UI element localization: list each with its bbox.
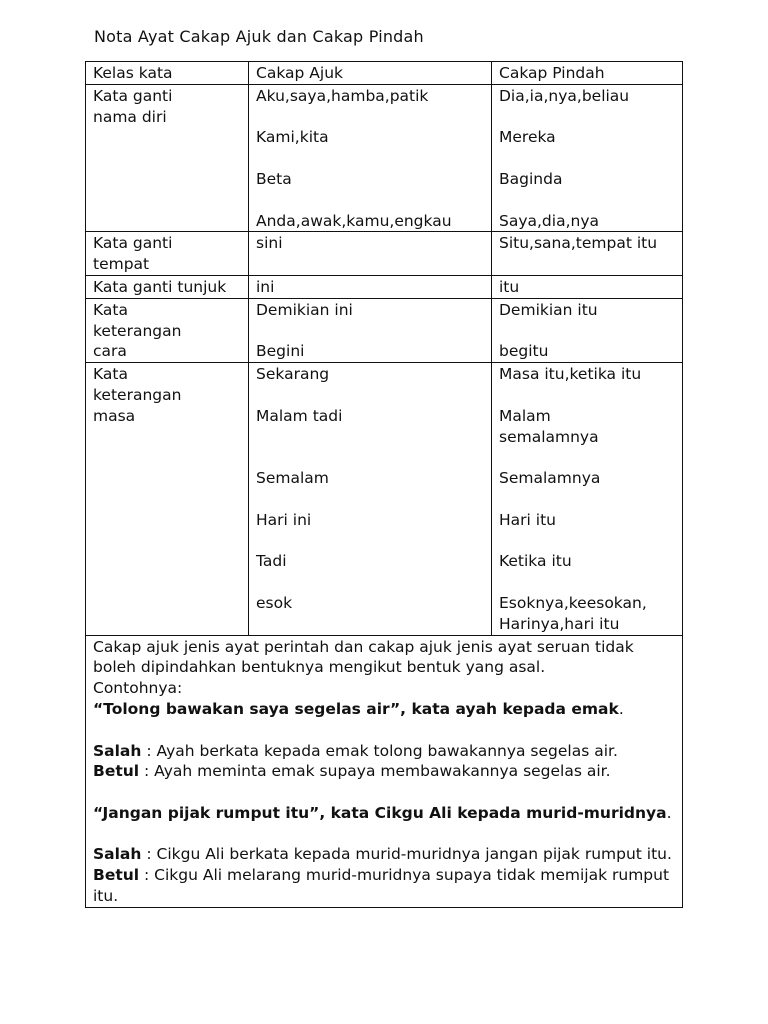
grammar-table (85, 61, 683, 908)
cell-line (499, 190, 676, 211)
cell-line (256, 427, 485, 448)
cell-line: Baginda (499, 169, 563, 188)
cell-line: Kata (93, 365, 128, 384)
example1-salah (93, 741, 676, 762)
cell-line: Masa itu,ketika itu (499, 365, 642, 384)
cell-kelas-kata (86, 232, 249, 276)
cell-line (499, 447, 676, 468)
cell-line (499, 148, 676, 169)
example1-salah-label: Salah (93, 741, 142, 760)
example1-quote-line (93, 699, 676, 720)
example1-betul (93, 761, 676, 782)
cell-line (256, 489, 485, 510)
cell-line: nama diri (93, 107, 167, 126)
table-row (86, 232, 683, 276)
example2-quote-end: . (666, 803, 672, 822)
example2-salah (93, 844, 676, 865)
cell-cakap-pindah (492, 363, 683, 635)
cell-line: Kata ganti (93, 86, 173, 105)
example2-betul (93, 865, 676, 907)
cell-line: sini (256, 234, 283, 253)
cell-line: Malam (499, 406, 551, 425)
cell-line: cara (93, 342, 127, 361)
cell-line: Sekarang (256, 365, 330, 384)
cell-line (256, 531, 485, 552)
cell-cakap-ajuk (249, 275, 492, 298)
table-header-row (86, 62, 683, 85)
example1-betul-text: : Ayah meminta emak supaya membawakannya segelas air. (139, 762, 611, 781)
cell-line: Semalam (256, 469, 329, 488)
header-kelas-kata: Kelas kata (86, 62, 249, 85)
cell-line: esok (256, 593, 293, 612)
example2-quote-line (93, 803, 676, 824)
cell-line: Kata ganti tunjuk (93, 277, 227, 296)
cell-line: Hari itu (499, 510, 556, 529)
cell-kelas-kata (86, 275, 249, 298)
example1-betul-label: Betul (93, 762, 140, 781)
cell-line: itu (499, 277, 520, 296)
cell-line: semalamnya (499, 427, 599, 446)
example2-salah-text: : Cikgu Ali berkata kepada murid-muridnya jangan pijak rumput itu. (141, 845, 672, 864)
example2-salah-label: Salah (93, 845, 142, 864)
cell-line: Beta (256, 169, 292, 188)
example2-quote: “Jangan pijak rumput itu”, kata Cikgu Ali kepada murid-muridnya (93, 803, 667, 822)
cell-cakap-ajuk (249, 84, 492, 232)
example1-salah-text: : Ayah berkata kepada emak tolong bawakannya segelas air. (141, 741, 618, 760)
table-row (86, 84, 683, 232)
cell-line: Situ,sana,tempat itu (499, 234, 658, 253)
cell-line: Mereka (499, 128, 556, 147)
example1-quote-end: . (618, 699, 624, 718)
cell-cakap-ajuk (249, 298, 492, 362)
cell-line (256, 385, 485, 406)
cell-line: Hari ini (256, 510, 312, 529)
cell-line (256, 107, 485, 128)
note-contoh-label: Contohnya: (93, 679, 183, 698)
example2-betul-label: Betul (93, 866, 140, 885)
cell-line (499, 321, 676, 342)
cell-line (499, 385, 676, 406)
cell-line: keterangan (93, 321, 182, 340)
cell-line: Malam tadi (256, 406, 343, 425)
cell-line: ini (256, 277, 275, 296)
cell-cakap-pindah (492, 232, 683, 276)
cell-line: Saya,dia,nya (499, 211, 600, 230)
cell-line (256, 148, 485, 169)
header-cakap-pindah: Cakap Pindah (492, 62, 683, 85)
cell-line (256, 572, 485, 593)
cell-line: Kami,kita (256, 128, 329, 147)
page-title: Nota Ayat Cakap Ajuk dan Cakap Pindah (94, 27, 424, 46)
cell-line (256, 447, 485, 468)
cell-line (499, 531, 676, 552)
cell-line: Harinya,hari itu (499, 614, 620, 633)
table-row (86, 298, 683, 362)
cell-kelas-kata (86, 84, 249, 232)
cell-line: Demikian itu (499, 300, 598, 319)
cell-cakap-pindah (492, 275, 683, 298)
example1-quote: “Tolong bawakan saya segelas air”, kata ayah kepada emak (93, 699, 619, 718)
cell-line: Semalamnya (499, 469, 601, 488)
cell-line: Ketika itu (499, 552, 572, 571)
cell-line (499, 107, 676, 128)
cell-cakap-ajuk (249, 363, 492, 635)
cell-kelas-kata (86, 363, 249, 635)
cell-line (256, 190, 485, 211)
cell-cakap-pindah (492, 298, 683, 362)
cell-line: tempat (93, 255, 150, 274)
cell-line: Anda,awak,kamu,engkau (256, 211, 452, 230)
cell-line: Aku,saya,hamba,patik (256, 86, 429, 105)
cell-line: begitu (499, 342, 549, 361)
cell-line: Demikian ini (256, 300, 353, 319)
cell-line: Dia,ia,nya,beliau (499, 86, 630, 105)
cell-line (256, 321, 485, 342)
cell-line: keterangan (93, 385, 182, 404)
note-row (86, 635, 683, 907)
note-cell (86, 635, 683, 907)
example2-betul-text: : Cikgu Ali melarang murid-muridnya supaya tidak memijak rumput itu. (93, 866, 670, 906)
table-row (86, 275, 683, 298)
cell-line: Kata ganti (93, 234, 173, 253)
cell-line: Kata (93, 300, 128, 319)
cell-line: Esoknya,keesokan, (499, 593, 647, 612)
table-row (86, 363, 683, 635)
cell-line: Begini (256, 342, 305, 361)
cell-kelas-kata (86, 298, 249, 362)
cell-line (499, 572, 676, 593)
cell-cakap-ajuk (249, 232, 492, 276)
cell-line: Tadi (256, 552, 287, 571)
cell-cakap-pindah (492, 84, 683, 232)
note-intro: Cakap ajuk jenis ayat perintah dan cakap ajuk jenis ayat seruan tidak boleh dipindahkan bentuknya mengikut bentuk yang asal. (93, 637, 634, 677)
header-cakap-ajuk: Cakap Ajuk (249, 62, 492, 85)
cell-line: masa (93, 406, 136, 425)
cell-line (499, 489, 676, 510)
